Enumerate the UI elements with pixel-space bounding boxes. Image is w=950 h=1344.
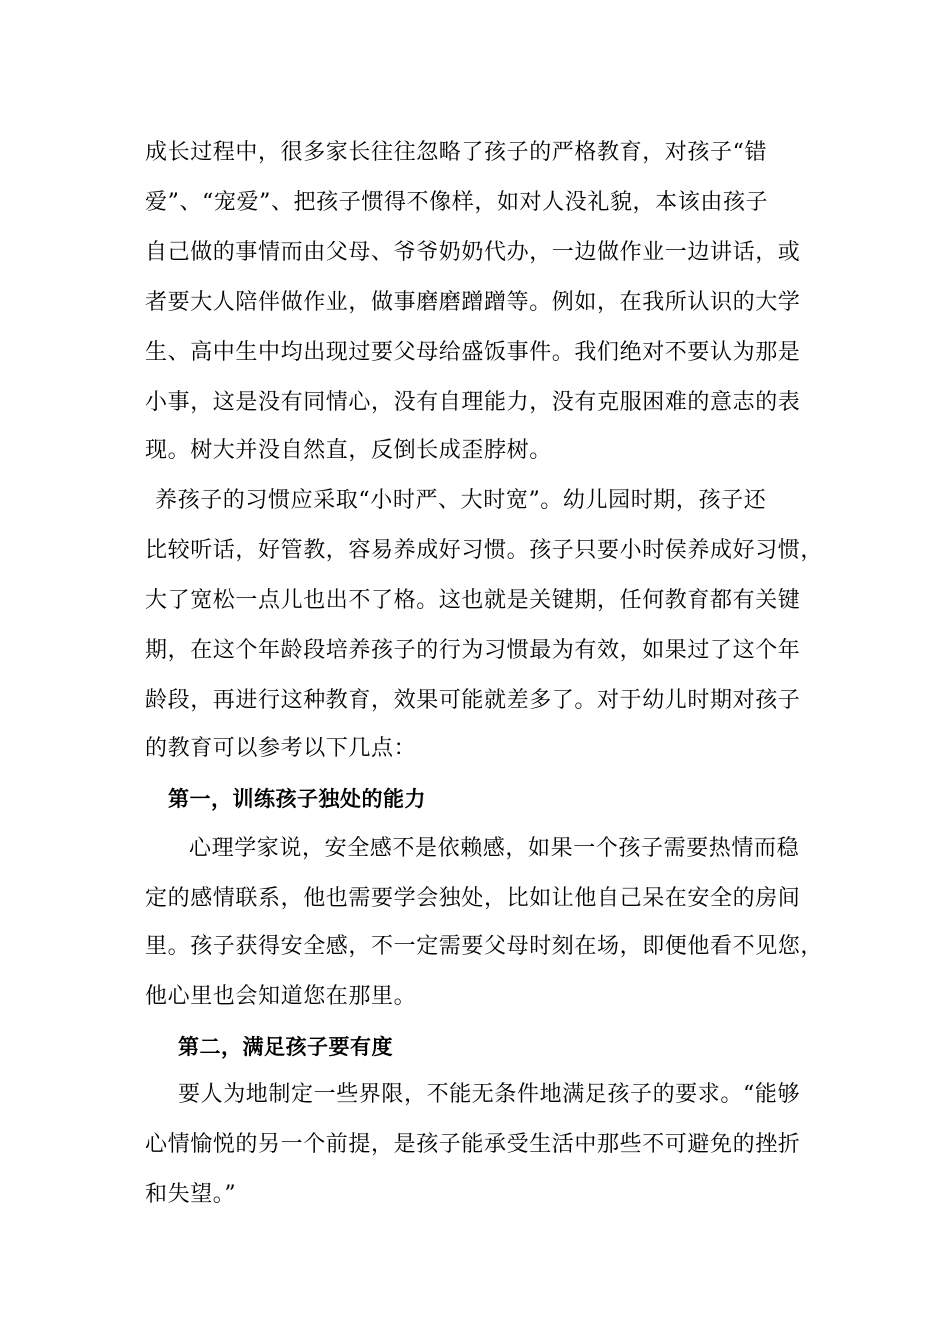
text-line: 里。孩子获得安全感，不一定需要父母时刻在场，即便他看不见您， <box>145 934 824 959</box>
text-line: 的教育可以参考以下几点： <box>145 736 417 761</box>
text-line: 期，在这个年龄段培养孩子的行为习惯最为有效，如果过了这个年 <box>145 638 801 663</box>
text-line: 要人为地制定一些界限，不能无条件地满足孩子的要求。“能够 <box>178 1082 801 1107</box>
text-line: 爱”、“宠爱”、把孩子惯得不像样，如对人没礼貌，本该由孩子 <box>145 190 769 215</box>
text-line: 养孩子的习惯应采取“小时严、大时宽”。幼儿园时期，孩子还 <box>155 488 767 513</box>
text-line: 定的感情联系，他也需要学会独处，比如让他自己呆在安全的房间 <box>145 886 801 911</box>
text-line: 比较听话，好管教，容易养成好习惯。孩子只要小时侯养成好习惯， <box>145 538 824 563</box>
text-line: 成长过程中，很多家长往往忽略了孩子的严格教育，对孩子“错 <box>145 140 768 165</box>
text-line: 者要大人陪伴做作业，做事磨磨蹭蹭等。例如，在我所认识的大学 <box>145 290 801 315</box>
text-line: 现。树大并没自然直，反倒长成歪脖树。 <box>145 438 552 463</box>
section-heading-2: 第二，满足孩子要有度 <box>178 1035 393 1059</box>
text-line: 自己做的事情而由父母、爷爷奶奶代办，一边做作业一边讲话，或 <box>145 240 801 265</box>
text-line: 心理学家说，安全感不是依赖感，如果一个孩子需要热情而稳 <box>189 836 800 861</box>
text-line: 大了宽松一点儿也出不了格。这也就是关键期，任何教育都有关键 <box>145 588 801 613</box>
text-line: 和失望。” <box>145 1182 237 1207</box>
text-line: 小事，这是没有同情心，没有自理能力，没有克服困难的意志的表 <box>145 390 801 415</box>
text-line: 生、高中生中均出现过要父母给盛饭事件。我们绝对不要认为那是 <box>145 340 801 365</box>
section-heading-1: 第一，训练孩子独处的能力 <box>168 787 426 811</box>
text-line: 心情愉悦的另一个前提，是孩子能承受生活中那些不可避免的挫折 <box>145 1132 801 1157</box>
text-line: 龄段，再进行这种教育，效果可能就差多了。对于幼儿时期对孩子 <box>145 688 801 713</box>
text-line: 他心里也会知道您在那里。 <box>145 984 417 1009</box>
